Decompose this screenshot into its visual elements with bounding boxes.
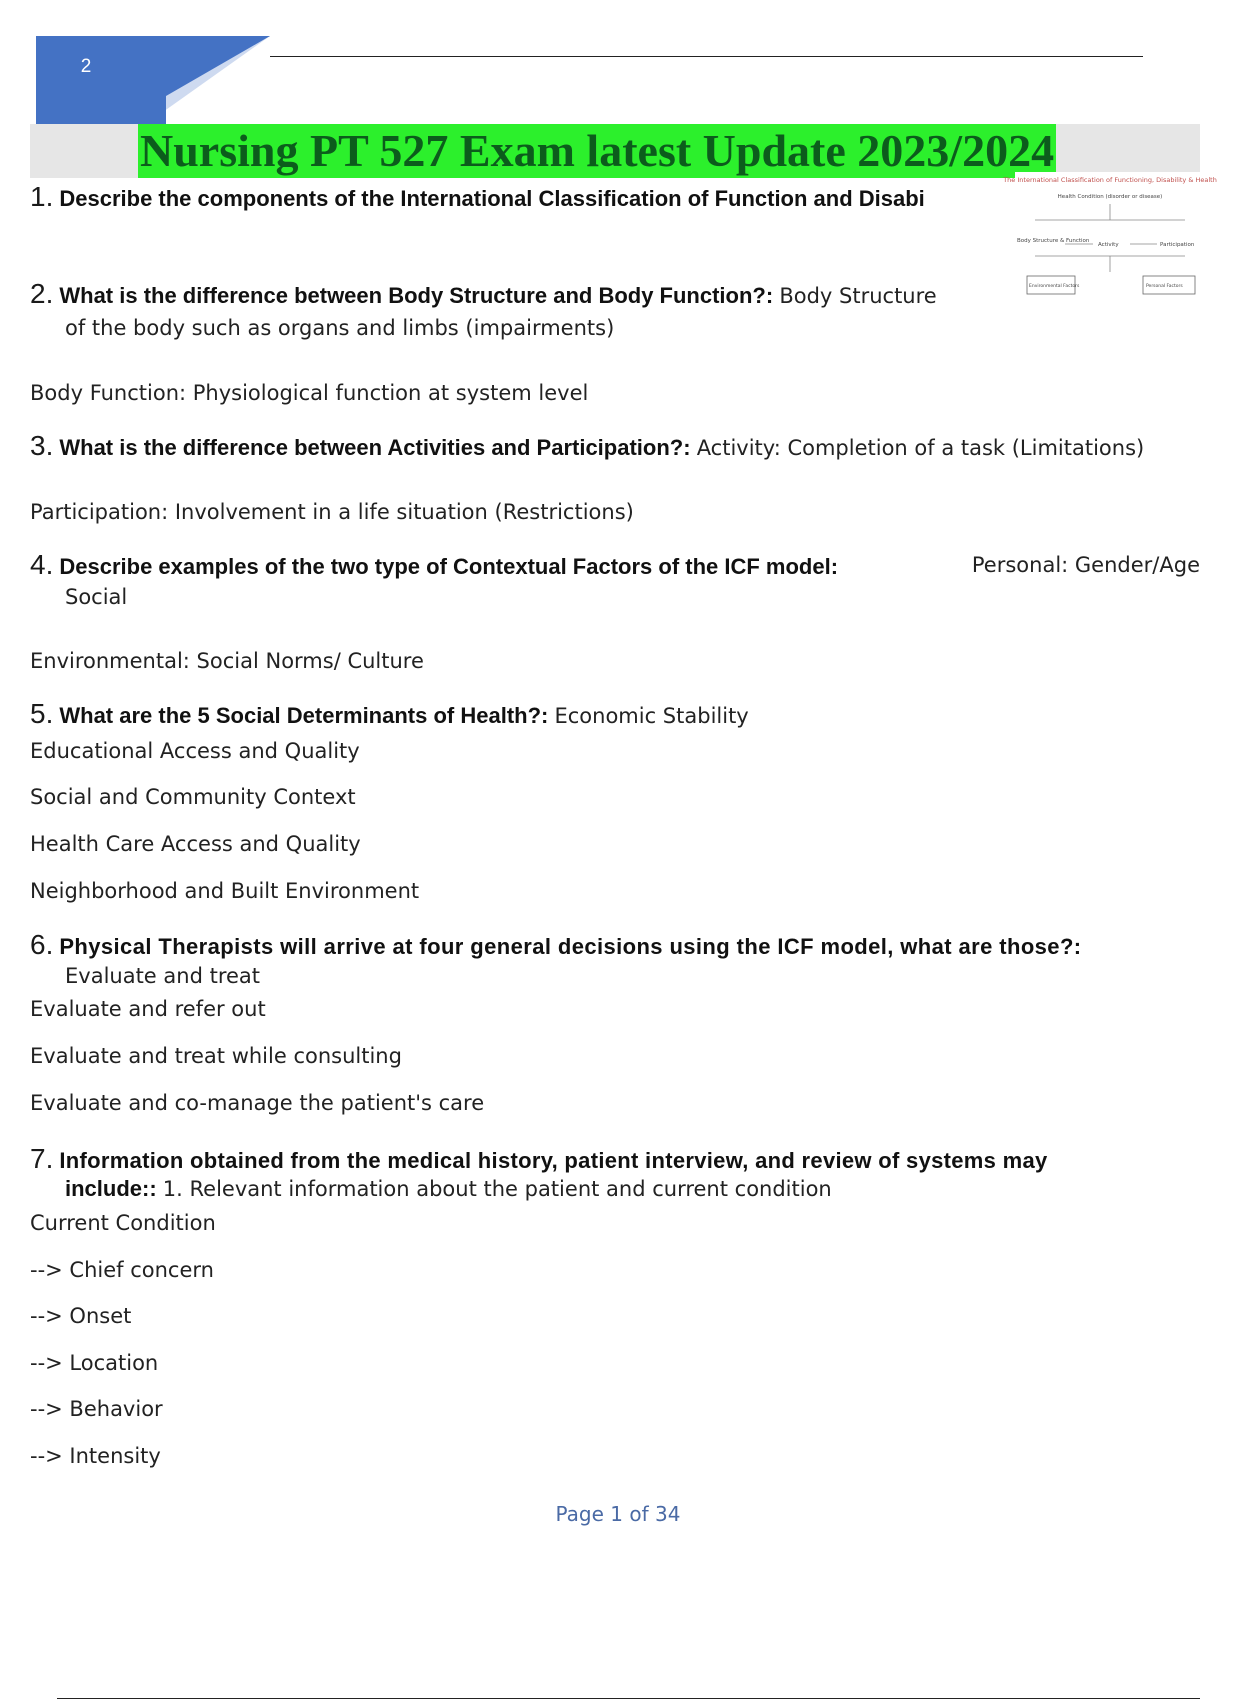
header-banner: [36, 36, 270, 124]
question-5-number: 5.: [30, 698, 54, 729]
q7-item: Current Condition: [30, 1211, 216, 1235]
question-3-number: 3.: [30, 430, 54, 461]
header-rule: [270, 56, 1143, 57]
question-1: [30, 182, 1015, 214]
q5-item: Neighborhood and Built Environment: [30, 879, 420, 903]
question-2-text: What is the difference between Body Structure and Body Function?:: [59, 283, 774, 308]
icf-model-figure: [1003, 172, 1217, 312]
q6-item: Evaluate and treat while consulting: [30, 1044, 402, 1068]
document-title: Nursing PT 527 Exam latest Update 2023/2024: [140, 125, 1055, 176]
page-number: 2: [80, 56, 92, 77]
q6-item: Evaluate and refer out: [30, 997, 266, 1021]
q4-extra-line: Environmental: Social Norms/ Culture: [30, 649, 424, 673]
icf-activity: Activity: [1098, 242, 1119, 248]
question-1-text: Describe the components of the International Classification of Function and Disabi: [59, 186, 925, 211]
question-3-answer: Activity: Completion of a task (Limitations): [696, 436, 1145, 460]
icf-figure-title: The International Classification of Functioning, Disability & Health: [1003, 176, 1217, 184]
q5-item: Educational Access and Quality: [30, 739, 360, 763]
icf-personal: Personal Factors: [1146, 284, 1183, 289]
q7-item: --> Intensity: [30, 1444, 161, 1468]
question-7: [30, 1144, 1200, 1176]
question-7-text-cont: include::: [65, 1176, 157, 1201]
q5-item: Social and Community Context: [30, 785, 356, 809]
q7-item: --> Chief concern: [30, 1258, 214, 1282]
icf-environmental: Environmental Factors: [1029, 284, 1080, 289]
q7-item: --> Location: [30, 1351, 159, 1375]
question-1-number: 1.: [30, 181, 54, 212]
question-5-text: What are the 5 Social Determinants of Health?:: [59, 703, 549, 728]
question-2: [30, 279, 1015, 311]
question-6-text: Physical Therapists will arrive at four general decisions using the ICF model, what are those?:: [59, 934, 1082, 959]
question-6-number: 6.: [30, 929, 54, 960]
question-5-answer: Economic Stability: [554, 704, 749, 728]
question-7-text: Information obtained from the medical history, patient interview, and review of systems may: [59, 1148, 1048, 1173]
question-4-answer-cont: Social: [65, 585, 128, 609]
question-7-number: 7.: [30, 1143, 54, 1174]
question-2-number: 2.: [30, 278, 54, 309]
question-4: [30, 550, 1200, 582]
question-2-answer: Body Structure: [779, 284, 937, 308]
q6-item: Evaluate and co-manage the patient's care: [30, 1091, 485, 1115]
question-5: [30, 699, 749, 731]
q7-item: --> Onset: [30, 1304, 132, 1328]
question-4-answer: Personal: Gender/Age: [971, 553, 1200, 577]
question-3-text: What is the difference between Activities and Participation?:: [59, 435, 691, 460]
question-6: [30, 930, 1200, 962]
q3-extra-line: Participation: Involvement in a life situation (Restrictions): [30, 500, 634, 524]
q7-item: --> Behavior: [30, 1397, 163, 1421]
question-3: [30, 431, 1144, 463]
page-footer: Page 1 of 34: [555, 1502, 681, 1526]
question-2-answer-cont: of the body such as organs and limbs (impairments): [65, 316, 615, 340]
question-6-answer-cont: Evaluate and treat: [65, 964, 261, 988]
icf-participation: Participation: [1160, 242, 1195, 248]
question-4-number: 4.: [30, 549, 54, 580]
question-7-cont: [65, 1174, 832, 1204]
bottom-rule: [57, 1698, 1200, 1699]
icf-health-condition: Health Condition (disorder or disease): [1057, 194, 1163, 200]
question-7-answer: 1. Relevant information about the patient and current condition: [162, 1177, 832, 1201]
q5-item: Health Care Access and Quality: [30, 832, 361, 856]
question-4-text: Describe examples of the two type of Contextual Factors of the ICF model:: [59, 554, 839, 579]
icf-body: Body Structure & Function: [1017, 238, 1090, 244]
q2-extra-line: Body Function: Physiological function at system level: [30, 381, 589, 405]
